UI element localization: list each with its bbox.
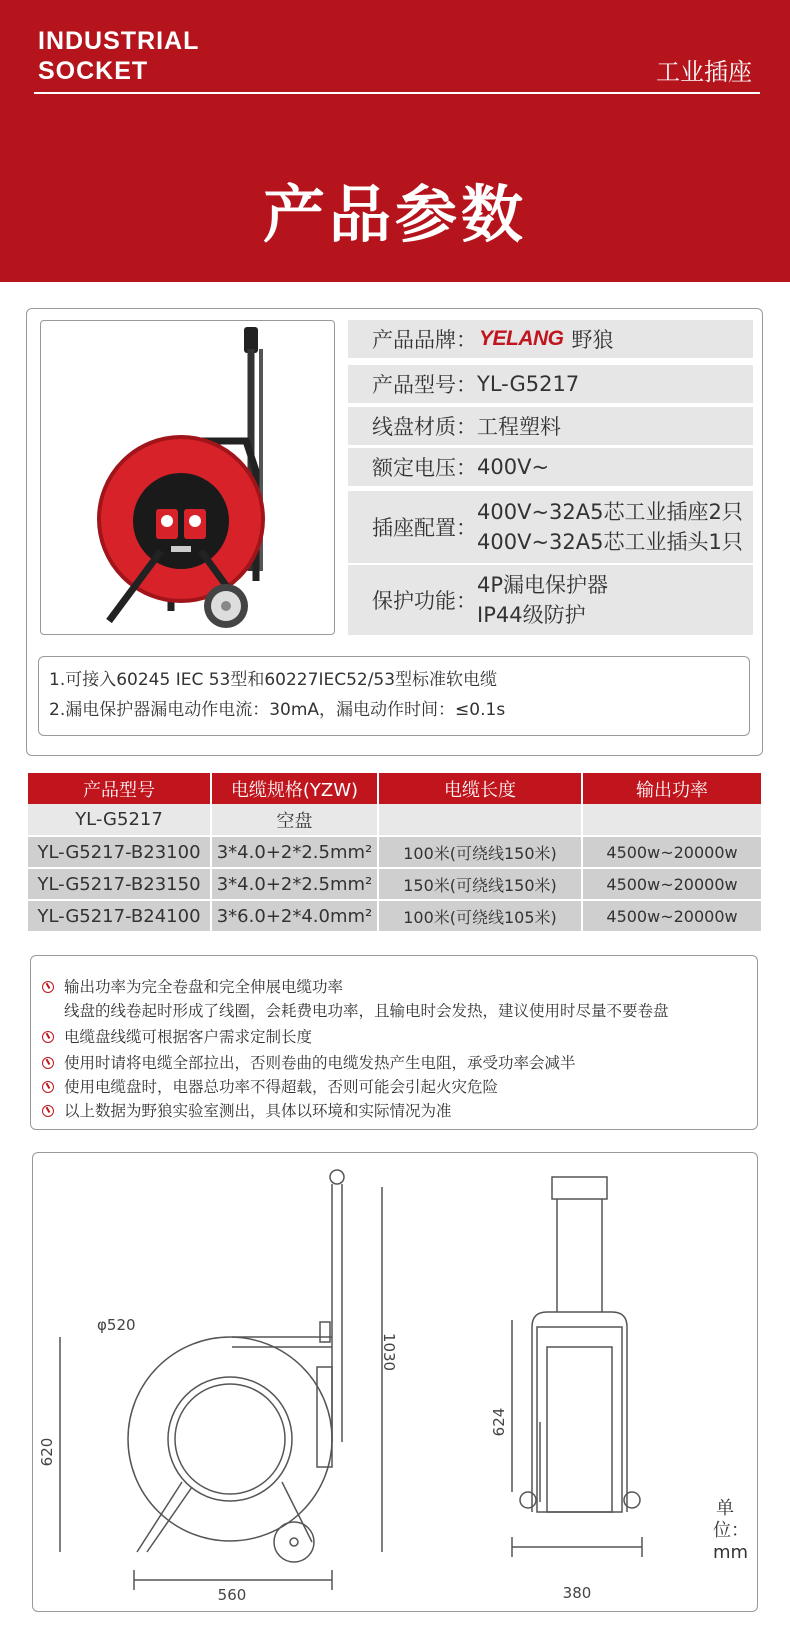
- note-line-2: 2.漏电保护器漏电动作电流：30mA，漏电动作时间：≤0.1s: [49, 700, 506, 720]
- spec-model-label: 产品型号：: [372, 373, 477, 397]
- table-row: [28, 836, 761, 868]
- warning-icon: [42, 1031, 54, 1043]
- spec-protect-value-1: 4P漏电保护器: [477, 573, 609, 597]
- table-row: [28, 868, 761, 900]
- spec-voltage-label: 额定电压：: [372, 456, 477, 480]
- spec-row-voltage: [348, 448, 753, 486]
- header-banner: [0, 0, 790, 282]
- table-cell-model: YL-G5217-B23150: [28, 868, 211, 900]
- cable-reel-illustration: [41, 321, 335, 635]
- dim-width-front: 380: [562, 1584, 592, 1602]
- table-cell-model: YL-G5217-B23100: [28, 836, 211, 868]
- warning-item: 电缆盘线缆可根据客户需求定制长度: [42, 1025, 312, 1047]
- dimension-drawing: [32, 1152, 758, 1612]
- spec-row-material: [348, 407, 753, 445]
- dim-diameter: φ520: [97, 1316, 136, 1334]
- table-header-model: 产品型号: [28, 773, 211, 804]
- table-cell-cable-spec: 3*6.0+2*4.0mm²: [211, 900, 378, 932]
- table-cell-output-power: 4500w~20000w: [582, 836, 761, 868]
- table-cell-output-power: 4500w~20000w: [582, 900, 761, 932]
- warning-item: 使用时请将电缆全部拉出，否则卷曲的电缆发热产生电阻，承受功率会减半: [42, 1051, 576, 1073]
- spec-protect-label: 保护功能：: [372, 589, 477, 613]
- spec-socket-value-2: 400V~32A5芯工业插头1只: [477, 530, 743, 554]
- header-en-line2: SOCKET: [38, 57, 149, 85]
- note-line-1: 1.可接入60245 IEC 53型和60227IEC52/53型标准软电缆: [49, 670, 498, 690]
- spec-socket-value-1: 400V~32A5芯工业插座2只: [477, 500, 743, 524]
- spec-brand-value: 野狼: [571, 328, 614, 352]
- table-cell-cable-spec: 3*4.0+2*2.5mm²: [211, 868, 378, 900]
- table-cell-output-power: 4500w~20000w: [582, 868, 761, 900]
- warning-item-detail: 线盘的线卷起时形成了线圈，会耗费电功率，且输电时会发热，建议使用时尽量不要卷盘: [64, 1002, 669, 1020]
- table-header-cable-spec: 电缆规格(YZW): [211, 773, 378, 804]
- header-en-line1: INDUSTRIAL: [38, 27, 200, 55]
- spec-socket-values: [477, 497, 743, 557]
- table-cell-cable-length: 100米(可绕线105米): [378, 900, 582, 932]
- parameter-table: [28, 773, 761, 933]
- table-header-output-power: 输出功率: [582, 773, 761, 804]
- header-divider: [34, 92, 760, 94]
- product-photo: [40, 320, 335, 635]
- spec-socket-label: 插座配置：: [372, 516, 477, 540]
- spec-voltage-value: 400V~: [477, 455, 550, 479]
- spec-protect-value-2: IP44级防护: [477, 603, 586, 627]
- spec-brand-label: 产品品牌：: [372, 328, 477, 352]
- spec-row-socket: [348, 491, 753, 563]
- spec-row-model: [348, 365, 753, 403]
- table-cell-cable-length: 100米(可绕线150米): [378, 836, 582, 868]
- table-cell-output-power: [582, 804, 761, 836]
- header-cn-label: 工业插座: [656, 58, 752, 86]
- table-cell-model: YL-G5217-B24100: [28, 900, 211, 932]
- dim-height-total: 1030: [380, 1332, 398, 1372]
- table-header-cable-length: 电缆长度: [378, 773, 582, 804]
- table-row: [28, 900, 761, 932]
- table-cell-cable-length: [378, 804, 582, 836]
- warning-item: 输出功率为完全卷盘和完全伸展电缆功率: [42, 975, 343, 997]
- table-header-row: [28, 773, 761, 804]
- header-english-title: [38, 26, 199, 86]
- warning-item: 以上数据为野狼实验室测出，具体以环境和实际情况为准: [42, 1099, 452, 1121]
- warning-icon: [42, 1105, 54, 1117]
- spec-protect-values: [477, 570, 608, 630]
- table-cell-cable-spec: 3*4.0+2*2.5mm²: [211, 836, 378, 868]
- warning-icon: [42, 981, 54, 993]
- spec-material-value: 工程塑料: [477, 415, 561, 439]
- spec-row-brand: [348, 320, 753, 358]
- spec-row-protection: [348, 565, 753, 635]
- dim-height-left: 620: [38, 1437, 56, 1467]
- warning-icon: [42, 1081, 54, 1093]
- spec-model-value: YL-G5217: [477, 372, 580, 396]
- brand-logo: YELANG: [479, 327, 564, 350]
- table-cell-cable-length: 150米(可绕线150米): [378, 868, 582, 900]
- notes-box: [38, 656, 750, 736]
- page-title: 产品参数: [262, 178, 527, 251]
- table-row: [28, 804, 761, 836]
- warning-icon: [42, 1057, 54, 1069]
- spec-material-label: 线盘材质：: [372, 415, 477, 439]
- dim-height-front: 624: [490, 1407, 508, 1437]
- warning-item: 使用电缆盘时，电器总功率不得超载，否则可能会引起火灾危险: [42, 1075, 498, 1097]
- table-cell-cable-spec: 空盘: [211, 804, 378, 836]
- dim-width-side: 560: [217, 1586, 247, 1604]
- table-cell-model: YL-G5217: [28, 804, 211, 836]
- unit-label: 单位：mm: [713, 1498, 749, 1563]
